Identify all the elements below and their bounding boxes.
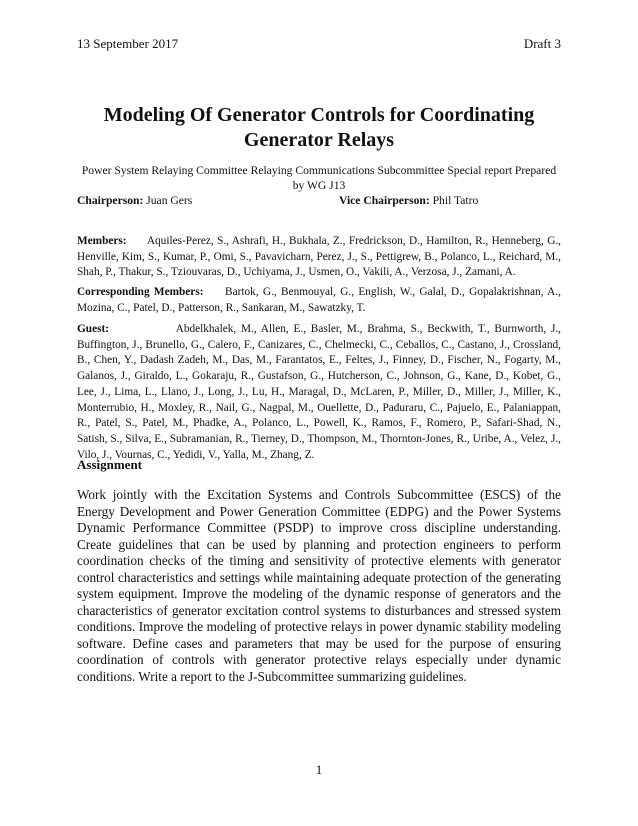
assignment-body: Work jointly with the Excitation Systems and Controls Subcommittee (ESCS) of the Energy Development and Power Generation Committee (EDPG) and the Power Systems Dynamic Performance Committee (PSDP) to improve cross discipline understanding. Create guidelines that can be used by planning and protection engineers to perform coordination checks of the timing and sensitivity of protective elements with generator control characteristics and settings while maintaining adequate protection of the generating system equipment. Improve the modeling of the dynamic response of generators and the characteristics of generator excitation control systems to disturbances and stressed system conditions. Improve the modeling of protective relays in power dynamic stability modeling software. Define cases and parameters that may be used for the purpose of ensuring coordination of controls with generator protective relays especially under dynamic conditions. Write a report to the J-Subcommittee summarizing guidelines. [77, 487, 561, 684]
header-date: 13 September 2017 [77, 36, 179, 51]
vice-chairperson-label: Vice Chairperson: [339, 194, 430, 207]
document-title: Modeling Of Generator Controls for Coordinating Generator Relays [103, 104, 535, 151]
header-draft: Draft 3 [523, 36, 561, 51]
vice-chairperson [339, 194, 478, 207]
guests-list: Abdelkhalek, M., Allen, E., Basler, M., Brahma, S., Beckwith, T., Burnworth, J., Buffington, J., Brunello, G., Calero, F., Canizares, C., Chelmecki, C., Ceballos, C., Castano, J., Crossland, B., Chen, Y., Dadash Zadeh, M., Das, M., Farantatos, E., Feltes, J., Finney, D., Fischer, N., Fogarty, M., Galanos, J., Giraldo, L., Gokaraju, R., Gustafson, G., Hutcherson, C., Johnson, G., Kane, D., Kobet, G., Lee, J., Lima, L., Llano, J., Long, J., Lu, H., Maragal, D., McLaren, P., Miller, D., Miller, J., Miller, K., Monterrubio, H., Moxley, R., Nail, G., Nagpal, M., Ouellette, D., Paduraru, C., Pajuelo, E., Palaniappan, R., Patel, S., Patel, M., Phadke, A., Polanco, L., Powell, K., Ramos, F., Romero, P., Safari-Shad, N., Satish, S., Silva, E., Subramanian, R., Tierney, D., Thompson, M., Thornton-Jones, R., Uribe, A., Velez, J., Vilo, J., Vournas, C., Yedidi, V., Yalla, M., Zhang, Z. [77, 323, 561, 461]
members-list: Aquiles-Perez, S., Ashrafi, H., Bukhala, Z., Fredrickson, D., Hamilton, R., Henneberg, G., Henville, Kim, S., Kumar, P., Omi, S., Pavavicharn, Perez, J., S., Pettigrew, B., Polanco, L., Reichard, M., Shah, P., Thakur, S., Tziouvaras, D., Uchiyama, J., Usmen, O., Vakili, A., Verzosa, J., Zamani, A. [77, 235, 562, 279]
corresponding-members-list: Bartok, G., Benmouyal, G., English, W., Galal, D., Gopalakrishnan, A., Mozina, C., Patel, D., Patterson, R., Sankaran, M., Sawatzky, T. [77, 286, 561, 314]
document-subtitle: Power System Relaying Committee Relaying Communications Subcommittee Special report Prepared by WG J13 [81, 164, 557, 192]
guests-paragraph [77, 322, 561, 463]
guests-label: Guest: [77, 323, 110, 335]
corresponding-members-label: Corresponding Members: [77, 286, 204, 298]
members-paragraph [77, 234, 561, 281]
chairperson-label: Chairperson: [77, 194, 144, 207]
members-label: Members: [77, 235, 127, 247]
assignment-heading: Assignment [77, 457, 143, 472]
chairperson [77, 194, 192, 207]
vice-chairperson-name: Phil Tatro [432, 194, 479, 207]
chairperson-name: Juan Gers [146, 194, 193, 207]
corresponding-members-paragraph [77, 285, 561, 316]
page-number: 1 [315, 762, 323, 777]
